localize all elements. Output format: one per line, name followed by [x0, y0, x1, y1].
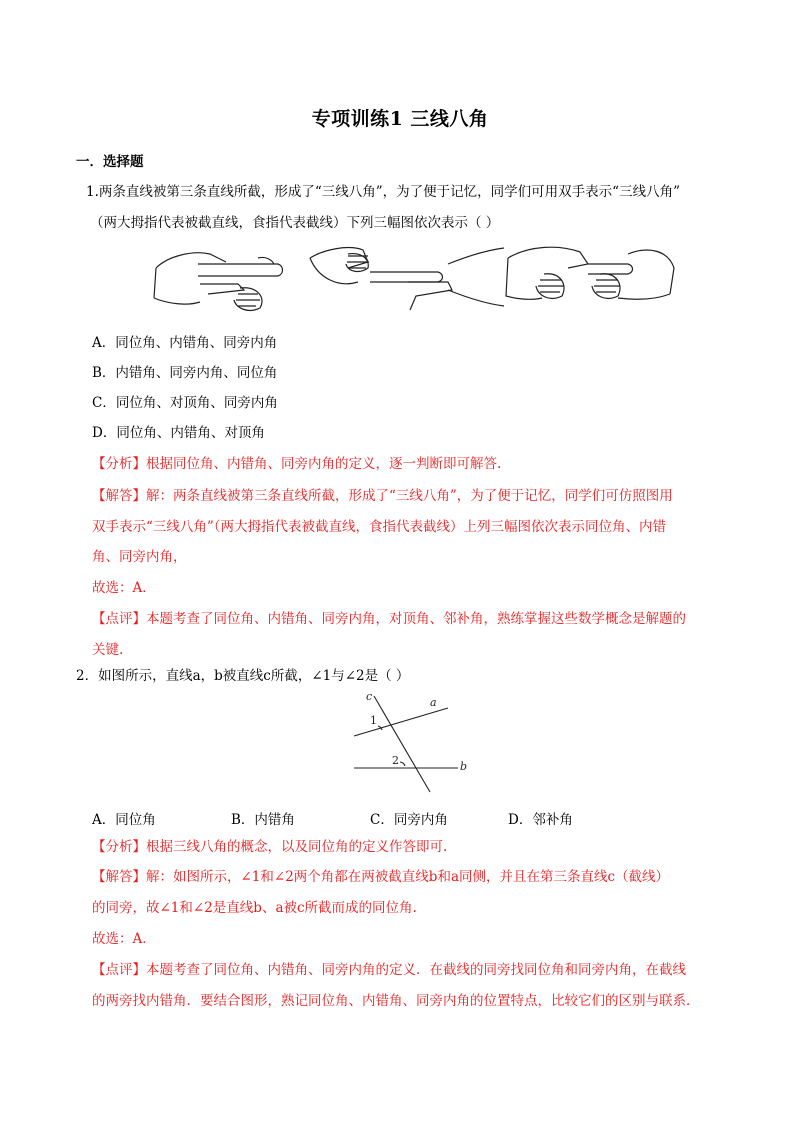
q1-comment-line2: 关键.: [92, 642, 124, 658]
q2-option-c: C．同旁内角: [370, 812, 448, 828]
label-a: a: [430, 696, 437, 709]
q1-option-b: B．内错角、同旁内角、同位角: [92, 365, 278, 381]
q2-comment-line1: 【点评】本题考查了同位角、内错角、同旁内角的定义．在截线的同旁找同位角和同旁内角，在截线: [92, 962, 686, 978]
q2-option-b: B．内错角: [231, 812, 295, 828]
q1-solution-line3: 角、同旁内角，: [92, 549, 187, 565]
q2-comment-line2: 的两旁找内错角．要结合图形，熟记同位角、内错角、同旁内角的位置特点，比较它们的区别与联系．: [92, 993, 700, 1009]
q2-lines-figure: [348, 690, 478, 794]
q2-options-row: [0, 808, 800, 828]
q1-solution-line2: 双手表示“三线八角”（两大拇指代表被截直线，食指代表截线）上列三幅图依次表示同位角、内错: [92, 519, 667, 535]
q2-solution-line2: 的同旁，故∠1和∠2是直线b、a被c所截而成的同位角.: [92, 900, 417, 916]
page-title: 专项训练1 三线八角: [311, 108, 489, 130]
label-angle1: 1: [370, 714, 377, 727]
q1-comment-line1: 【点评】本题考查了同位角、内错角、同旁内角，对顶角、邻补角，熟练掌握这些数学概念是解题的: [92, 611, 686, 627]
q1-stem-line2: （两大拇指代表被截直线，食指代表截线）下列三幅图依次表示（ ）: [90, 215, 500, 231]
angle2-arc: [400, 762, 405, 766]
q2-solution-line1: 【解答】解：如图所示，∠1和∠2两个角都在两被截直线b和a同侧，并且在第三条直线c（截线）: [92, 869, 670, 885]
q1-hands-figure: [148, 238, 678, 316]
q1-option-a: A．同位角、内错角、同旁内角: [92, 335, 278, 351]
label-angle2: 2: [392, 754, 399, 767]
q2-option-d: D．邻补角: [508, 812, 573, 828]
q1-option-d: D．同位角、内错角、对顶角: [92, 425, 265, 441]
q2-stem: 2．如图所示，直线a，b被直线c所截，∠1与∠2是（ ）: [76, 668, 410, 684]
q1-solution-line1: 【解答】解：两条直线被第三条直线所截，形成了“三线八角”，为了便于记忆，同学们可仿照图用: [92, 488, 673, 504]
q2-choice: 故选：A．: [92, 931, 156, 947]
label-c: c: [366, 690, 373, 703]
q1-option-c: C．同位角、对顶角、同旁内角: [92, 395, 278, 411]
q2-analysis: 【分析】根据三线八角的概念，以及同位角的定义作答即可.: [92, 839, 448, 855]
q1-choice: 故选：A．: [92, 580, 156, 596]
line-c: [374, 696, 430, 792]
q2-option-a: A．同位角: [92, 812, 156, 828]
line-a: [354, 708, 448, 736]
section-heading: 一．选择题: [76, 154, 144, 170]
q1-stem-line1: 1.两条直线被第三条直线所截，形成了“三线八角”，为了便于记忆，同学们可用双手表示“三线八角”: [86, 184, 680, 200]
q1-analysis: 【分析】根据同位角、内错角、同旁内角的定义，逐一判断即可解答.: [92, 456, 502, 472]
label-b: b: [460, 760, 468, 773]
